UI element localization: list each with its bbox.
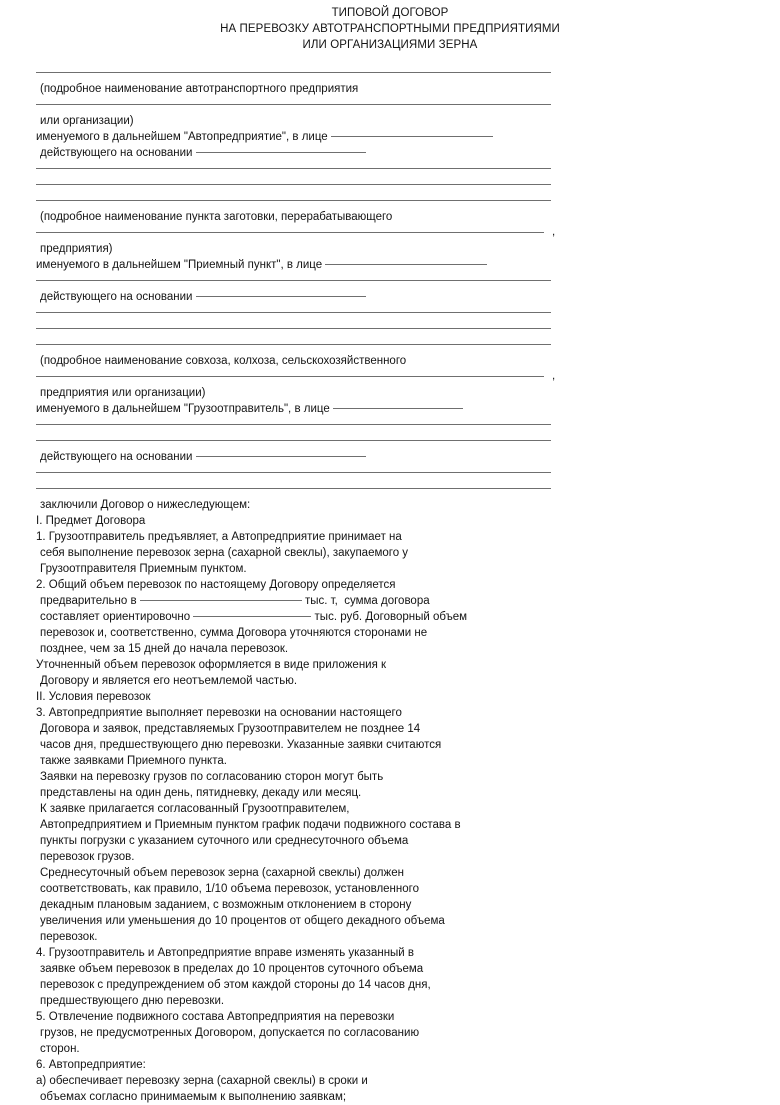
carrier-acting-prefix: действующего на основании — [40, 147, 193, 159]
clause-line: 3. Автопредприятие выполняет перевозки на основании настоящего — [36, 707, 402, 719]
clause-line: заявке объем перевозок в пределах до 10 процентов суточного объема — [40, 963, 424, 975]
clause-line: Договору и является его неотъемлемой частью. — [40, 675, 298, 687]
fill-rule[interactable] — [36, 225, 756, 241]
rule-trailing-comma: , — [552, 226, 556, 238]
clause-3-addendum-3 — [36, 865, 756, 945]
receiving-point-named-prefix: именуемого в дальнейшем "Приемный пункт", в лице — [36, 259, 323, 271]
fill-rule[interactable] — [36, 177, 756, 193]
clause-line: Среднесуточный объем перевозок зерна (сахарной свеклы) должен — [40, 867, 404, 879]
clause-3-addendum-2 — [36, 801, 756, 865]
clause-text: предварительно в — [40, 595, 137, 607]
clause-line: себя выполнение перевозок зерна (сахарной свеклы), закупаемого у — [40, 547, 409, 559]
clause-line: К заявке прилагается согласованный Грузоотправителем, — [40, 803, 350, 815]
fill-rule[interactable] — [36, 337, 756, 353]
carrier-caption-1: (подробное наименование автотранспортного предприятия — [40, 83, 359, 95]
clause-line: часов дня, предшествующего дню перевозки. Указанные заявки считаются — [40, 739, 442, 751]
carrier-representative-blank[interactable] — [331, 126, 493, 137]
consignor-named-prefix: именуемого в дальнейшем "Грузоотправитель", в лице — [36, 403, 330, 415]
fill-rule[interactable] — [36, 433, 756, 449]
receiving-point-representative-blank[interactable] — [325, 254, 487, 265]
clause-line: пункты погрузки с указанием суточного или среднесуточного объема — [40, 835, 409, 847]
clause-text: тыс. руб. Договорный объем — [314, 611, 468, 623]
title-line-2: НА ПЕРЕВОЗКУ АВТОТРАНСПОРТНЫМИ ПРЕДПРИЯТИЯМИ — [220, 23, 560, 35]
clause-4 — [36, 945, 756, 1009]
clause-1 — [36, 529, 756, 577]
fill-rule[interactable] — [36, 65, 756, 81]
consignor-acting-prefix: действующего на основании — [40, 451, 193, 463]
rule-trailing-comma: , — [552, 370, 556, 382]
fill-rule[interactable] — [36, 273, 756, 289]
clause-line: представлены на один день, пятидневку, декаду или месяц. — [40, 787, 362, 799]
clause-line: грузов, не предусмотренных Договором, допускается по согласованию — [40, 1027, 420, 1039]
receiving-point-caption-2: предприятия) — [40, 243, 113, 255]
fill-rule[interactable] — [36, 161, 756, 177]
title-line-3: ИЛИ ОРГАНИЗАЦИЯМИ ЗЕРНА — [302, 39, 478, 51]
consignor-representative-blank[interactable] — [333, 398, 463, 409]
fill-rule[interactable] — [36, 193, 756, 209]
clause-line: 5. Отвлечение подвижного состава Автопредприятия на перевозки — [36, 1011, 395, 1023]
clause-line: сторон. — [40, 1043, 80, 1055]
receiving-point-acting-prefix: действующего на основании — [40, 291, 193, 303]
clause-text: составляет ориентировочно — [40, 611, 191, 623]
receiving-point-basis-blank[interactable] — [196, 286, 366, 297]
clause-2-addendum — [36, 657, 756, 689]
carrier-named-prefix: именуемого в дальнейшем "Автопредприятие", в лице — [36, 131, 328, 143]
clause-line: перевозок грузов. — [40, 851, 135, 863]
clause-line: Автопредприятием и Приемным пунктом график подачи подвижного состава в — [40, 819, 461, 831]
clause-line: 1. Грузоотправитель предъявляет, а Автопредприятие принимает на — [36, 531, 402, 543]
clause-text: тыс. т, сумма договора — [304, 595, 430, 607]
consignor-acting-line — [36, 449, 756, 465]
clause-3 — [36, 705, 756, 769]
fill-rule[interactable] — [36, 417, 756, 433]
clause-line: позднее, чем за 15 дней до начала перевозок. — [40, 643, 289, 655]
fill-rule[interactable] — [36, 465, 756, 481]
fill-rule[interactable] — [36, 321, 756, 337]
clause-line: объемах согласно принимаемым к выполнению заявкам; — [40, 1091, 347, 1103]
clause-line: Заявки на перевозку грузов по согласованию сторон могут быть — [40, 771, 384, 783]
clause-line: 6. Автопредприятие: — [36, 1059, 146, 1071]
clause-line: Грузоотправителя Приемным пунктом. — [40, 563, 247, 575]
volume-blank[interactable] — [140, 590, 302, 601]
title-line-1: ТИПОВОЙ ДОГОВОР — [331, 7, 449, 19]
clause-2 — [36, 577, 756, 657]
clause-line: предшествующего дню перевозки. — [40, 995, 225, 1007]
clause-line: 4. Грузоотправитель и Автопредприятие вправе изменять указанный в — [36, 947, 415, 959]
fill-rule[interactable] — [36, 97, 756, 113]
clause-3-addendum-1 — [36, 769, 756, 801]
clause-6 — [36, 1057, 756, 1105]
document-title — [0, 0, 780, 53]
section-heading-1: I. Предмет Договора — [36, 515, 146, 527]
clause-line: декадным плановым заданием, с возможным отклонением в сторону — [40, 899, 412, 911]
clause-5 — [36, 1009, 756, 1057]
concluded-line: заключили Договор о нижеследующем: — [40, 499, 251, 511]
carrier-caption-2: или организации) — [40, 115, 134, 127]
document-body — [0, 57, 780, 1105]
clause-line: Уточненный объем перевозок оформляется в виде приложения к — [36, 659, 387, 671]
clause-line: перевозок с предупреждением об этом каждой стороны до 14 часов дня, — [40, 979, 431, 991]
clause-line-with-blanks — [36, 593, 756, 609]
clause-line: увеличения или уменьшения до 10 процентов от общего декадного объема — [40, 915, 445, 927]
consignor-caption-2: предприятия или организации) — [40, 387, 206, 399]
sum-blank[interactable] — [193, 606, 311, 617]
carrier-acting-line — [36, 145, 756, 161]
clause-line: соответствовать, как правило, 1/10 объема перевозок, установленного — [40, 883, 419, 895]
clause-line: Договора и заявок, представляемых Грузоотправителем не позднее 14 — [40, 723, 421, 735]
fill-rule[interactable] — [36, 369, 756, 385]
consignor-caption-1: (подробное наименование совхоза, колхоза, сельскохозяйственного — [40, 355, 407, 367]
fill-rule[interactable] — [36, 481, 756, 497]
clause-line: перевозок и, соответственно, сумма Договора уточняются сторонами не — [40, 627, 428, 639]
receiving-point-named-line — [36, 257, 756, 273]
clause-line-with-blanks — [36, 609, 756, 625]
clause-line: перевозок. — [40, 931, 98, 943]
consignor-named-line — [36, 401, 756, 417]
carrier-named-line — [36, 129, 756, 145]
fill-rule[interactable] — [36, 305, 756, 321]
party-consignor-block — [36, 353, 756, 497]
party-carrier-block — [36, 65, 756, 209]
section-heading-2: II. Условия перевозок — [36, 691, 151, 703]
clause-line: 2. Общий объем перевозок по настоящему Договору определяется — [36, 579, 396, 591]
party-receiving-point-block — [36, 209, 756, 353]
consignor-basis-blank[interactable] — [196, 446, 366, 457]
clause-line: а) обеспечивает перевозку зерна (сахарной свеклы) в сроки и — [36, 1075, 368, 1087]
receiving-point-acting-line — [36, 289, 756, 305]
clause-line: также заявками Приемного пункта. — [40, 755, 227, 767]
carrier-basis-blank[interactable] — [196, 142, 366, 153]
receiving-point-caption-1: (подробное наименование пункта заготовки, перерабатывающего — [40, 211, 393, 223]
